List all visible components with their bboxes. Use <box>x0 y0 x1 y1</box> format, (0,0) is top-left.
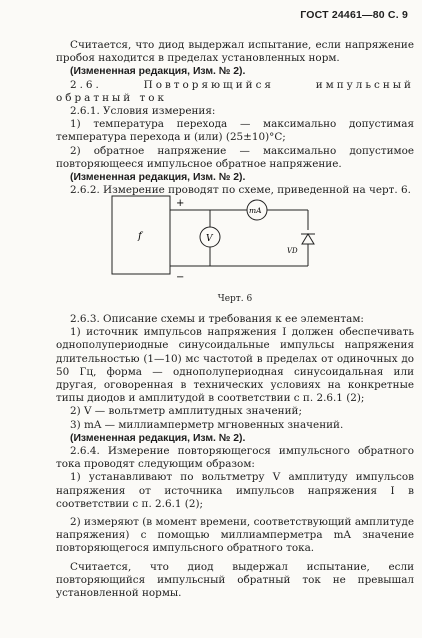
section-2-6-2: 2.6.2. Измерение проводят по схеме, приведенной на черт. 6. <box>70 184 411 197</box>
diode-label: VD <box>287 247 298 255</box>
edition-note: (Измененная редакция, Изм. № 2). <box>70 172 246 184</box>
diode <box>302 234 314 244</box>
minus-sign: − <box>176 272 185 283</box>
element-2: 2) V — вольтметр амплитудных значений; <box>70 405 302 418</box>
paragraph-conclusion: Считается, что диод выдержал испытание, если повторяющийся импульсный обратный ток не превышал установленной нормы. <box>56 560 414 600</box>
text-block-bottom <box>56 313 414 600</box>
section-2-6-4: 2.6.4. Измерение повторяющегося импульсного обратного тока проводят следующим образом: <box>56 445 414 471</box>
paragraph-breakdown: Считается, что диод выдержал испытание, если напряжение пробоя находится в пределах установленных норм. <box>56 39 414 65</box>
step-2: 2) измеряют (в момент времени, соответствующий амплитуде напряжения) с помощью миллиамперметра mA значение повторяющегося импульсного обратного тока. <box>56 516 414 555</box>
condition-1: 1) температура перехода — максимально допустимая температура перехода и (или) (25±10)°С; <box>56 118 414 144</box>
edition-note: (Измененная редакция, Изм. № 2). <box>70 432 246 444</box>
plus-sign: + <box>176 198 185 209</box>
section-2-6-3: 2.6.3. Описание схемы и требования к ее элементам: <box>70 313 364 325</box>
circuit-diagram <box>110 188 330 288</box>
figure-caption: Черт. 6 <box>217 294 253 304</box>
milliammeter-label: mA <box>249 206 262 215</box>
element-3: 3) mA — миллиамперметр мгновенных значений. <box>70 418 344 431</box>
edition-note: (Измененная редакция, Изм. № 2). <box>70 66 246 78</box>
section-2-6-heading: 2.6. Повторяющийся импульсный обратный ток <box>56 78 414 104</box>
text-block-top <box>56 39 414 197</box>
step-1: 1) устанавливают по вольтметру V амплитуду импульсов напряжения от источника импульсов напряжения I в соответствии с п. 2.6.1 (2); <box>56 471 414 510</box>
source-label: f <box>138 231 142 242</box>
page-header: ГОСТ 24461—80 С. 9 <box>300 9 408 21</box>
element-1: 1) источник импульсов напряжения I должен обеспечивать однополупериодные синусоидальные импульсы напряжения длительностью (1—10) мс частотой в пределах от одиночных до 50 Гц, форма — однополупериодная синусоидальная или другая, оговоренная в технических условиях на конкретные типы диодов и амплитудой в соответствии с п. 2.6.1 (2); <box>56 326 414 405</box>
section-2-6-1: 2.6.1. Условия измерения: <box>70 105 216 118</box>
voltmeter-label: V <box>206 234 213 244</box>
condition-2: 2) обратное напряжение — максимально допустимое повторяющееся импульсное обратное напряжение. <box>56 144 414 170</box>
